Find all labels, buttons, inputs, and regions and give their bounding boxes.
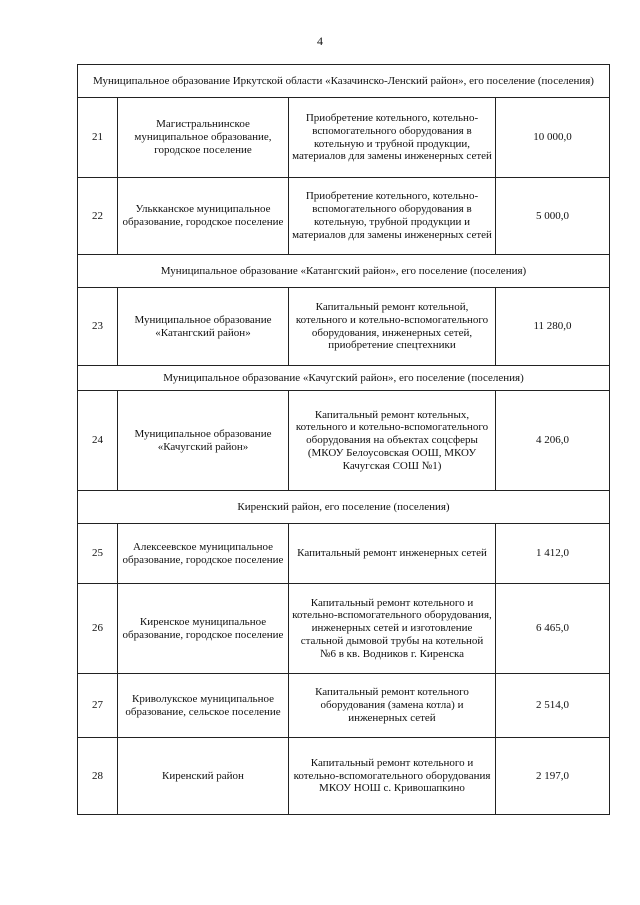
section-title: Киренский район, его поселение (поселения) — [78, 491, 610, 524]
work-description: Капитальный ремонт котельной, котельного и котельно-вспомогательного оборудования, инженерных сетей, приобретение спецтехники — [289, 288, 496, 366]
table-row — [78, 674, 610, 738]
work-description: Капитальный ремонт котельного и котельно-вспомогательного оборудования, инженерных сетей и изготовление стальной дымовой трубы на котельной №6 в кв. Водников г. Киренска — [289, 584, 496, 674]
table-row — [78, 98, 610, 178]
table-row — [78, 584, 610, 674]
municipality-name: Муниципальное образование «Катангский район» — [118, 288, 289, 366]
work-description: Капитальный ремонт котельного и котельно-вспомогательного оборудования МКОУ НОШ с. Кривошапкино — [289, 738, 496, 815]
table-row — [78, 391, 610, 491]
municipality-name: Криволукское муниципальное образование, сельское поселение — [118, 674, 289, 738]
municipality-name: Улькканское муниципальное образование, городское поселение — [118, 178, 289, 255]
section-title: Муниципальное образование «Качугский район», его поселение (поселения) — [78, 366, 610, 391]
row-number: 21 — [78, 98, 118, 178]
work-description: Капитальный ремонт котельного оборудования (замена котла) и инженерных сетей — [289, 674, 496, 738]
amount: 10 000,0 — [496, 98, 610, 178]
section-title: Муниципальное образование Иркутской области «Казачинско-Ленский район», его поселение (поселения) — [78, 65, 610, 98]
amount: 4 206,0 — [496, 391, 610, 491]
work-description: Приобретение котельного, котельно-вспомогательного оборудования в котельную и трубной продукции, материалов для замены инженерных сетей — [289, 98, 496, 178]
table-row — [78, 288, 610, 366]
row-number: 27 — [78, 674, 118, 738]
section-header-row — [78, 366, 610, 391]
row-number: 26 — [78, 584, 118, 674]
amount: 6 465,0 — [496, 584, 610, 674]
row-number: 24 — [78, 391, 118, 491]
amount: 2 514,0 — [496, 674, 610, 738]
row-number: 25 — [78, 524, 118, 584]
work-description: Капитальный ремонт котельных, котельного и котельно-вспомогательного оборудования на объектах соцсферы (МКОУ Белоусовская ООШ, МКОУ Качугская СОШ №1) — [289, 391, 496, 491]
municipality-name: Киренский район — [118, 738, 289, 815]
table-row — [78, 178, 610, 255]
amount: 5 000,0 — [496, 178, 610, 255]
amount: 1 412,0 — [496, 524, 610, 584]
row-number: 23 — [78, 288, 118, 366]
row-number: 22 — [78, 178, 118, 255]
municipality-name: Муниципальное образование «Качугский район» — [118, 391, 289, 491]
municipality-name: Алексеевское муниципальное образование, городское поселение — [118, 524, 289, 584]
work-description: Капитальный ремонт инженерных сетей — [289, 524, 496, 584]
section-header-row — [78, 255, 610, 288]
row-number: 28 — [78, 738, 118, 815]
page-number: 4 — [317, 34, 323, 48]
table-row — [78, 738, 610, 815]
amount: 2 197,0 — [496, 738, 610, 815]
section-title: Муниципальное образование «Катангский район», его поселение (поселения) — [78, 255, 610, 288]
amount: 11 280,0 — [496, 288, 610, 366]
municipality-name: Киренское муниципальное образование, городское поселение — [118, 584, 289, 674]
table-row — [78, 524, 610, 584]
allocation-table — [77, 64, 610, 815]
section-header-row — [78, 491, 610, 524]
section-header-row — [78, 65, 610, 98]
work-description: Приобретение котельного, котельно-вспомогательного оборудования в котельную, трубной продукции и материалов для замены инженерных сетей — [289, 178, 496, 255]
municipality-name: Магистральнинское муниципальное образование, городское поселение — [118, 98, 289, 178]
